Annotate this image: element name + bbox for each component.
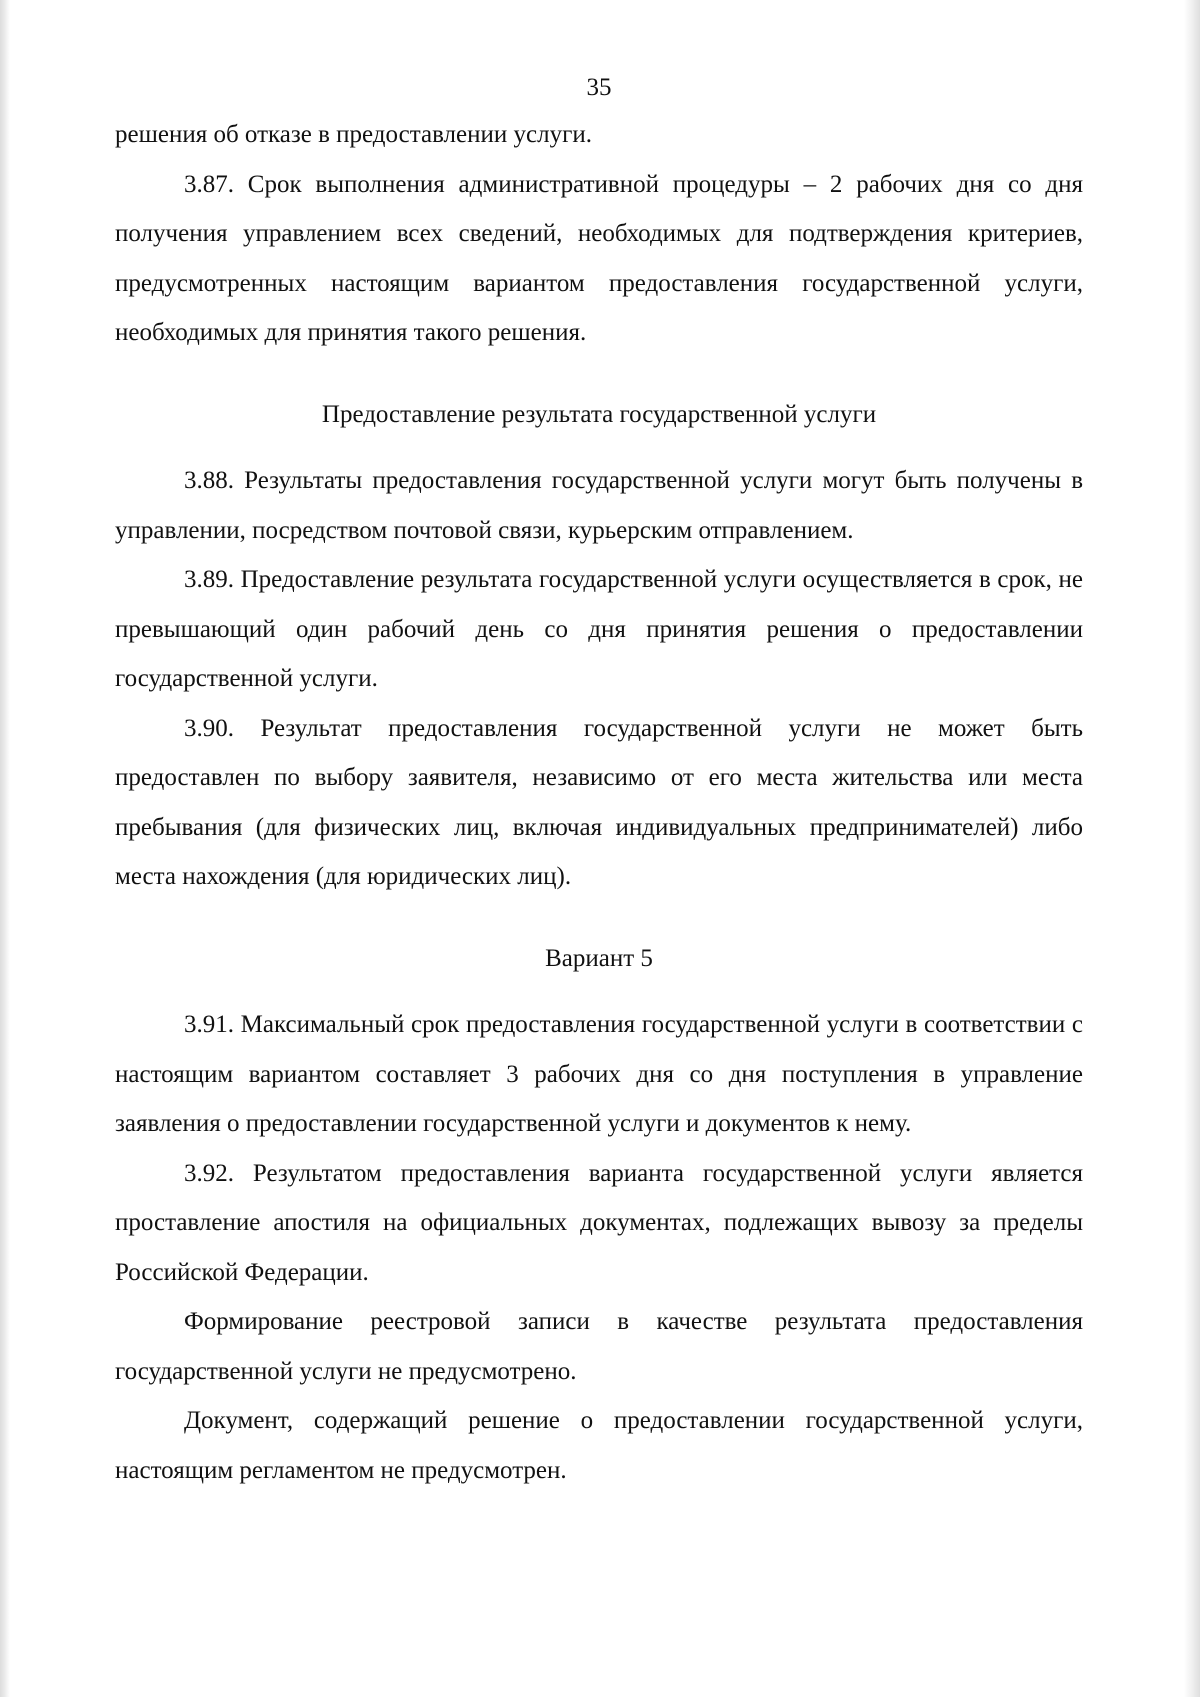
paragraph-3-87: 3.87. Срок выполнения административной процедуры – 2 рабочих дня со дня получения управлением всех сведений, необходимых для подтверждения критериев, предусмотренных настоящим вариантом предоставления государственной услуги, необходимых для принятия такого решения. bbox=[115, 170, 1083, 346]
spacer bbox=[115, 983, 1083, 1000]
paragraph-3-89: 3.89. Предоставление результата государственной услуги осуществляется в срок, не превышающий один рабочий день со дня принятия решения о предоставлении государственной услуги. bbox=[115, 566, 1083, 692]
spacer bbox=[115, 902, 1083, 934]
paragraph-3-90: 3.90. Результат предоставления государственной услуги не может быть предоставлен по выбору заявителя, независимо от его места жительства или места пребывания (для физических лиц, включая индивидуальных предпринимателей) либо места нахождения (для юридических лиц). bbox=[115, 714, 1083, 890]
paragraph-3-88: 3.88. Результаты предоставления государственной услуги могут быть получены в управлении, посредством почтовой связи, курьерским отправлением. bbox=[115, 467, 1083, 544]
spacer bbox=[115, 439, 1083, 456]
section-heading-variant-5: Вариант 5 bbox=[545, 944, 653, 972]
paragraph-continuation: решения об отказе в предоставлении услуги. bbox=[115, 121, 592, 148]
document-page bbox=[115, 70, 1083, 1495]
spacer bbox=[115, 358, 1083, 390]
paragraph-3-92: 3.92. Результатом предоставления варианта государственной услуги является проставление апостиля на официальных документах, подлежащих вывозу за пределы Российской Федерации. bbox=[115, 1159, 1083, 1286]
paragraph-3-91: 3.91. Максимальный срок предоставления государственной услуги в соответствии с настоящим вариантом составляет 3 рабочих дня со дня поступления в управление заявления о предоставлении государственной услуги и документов к нему. bbox=[115, 1011, 1083, 1137]
paragraph-registry-record: Формирование реестровой записи в качестве результата предоставления государственной услуги не предусмотрено. bbox=[115, 1308, 1083, 1385]
paragraph-decision-document: Документ, содержащий решение о предоставлении государственной услуги, настоящим регламентом не предусмотрен. bbox=[115, 1407, 1083, 1484]
page-number: 35 bbox=[586, 74, 612, 101]
scan-right-edge bbox=[1184, 0, 1200, 1697]
section-heading-result: Предоставление результата государственной услуги bbox=[321, 400, 877, 428]
scan-left-edge bbox=[0, 0, 10, 1697]
